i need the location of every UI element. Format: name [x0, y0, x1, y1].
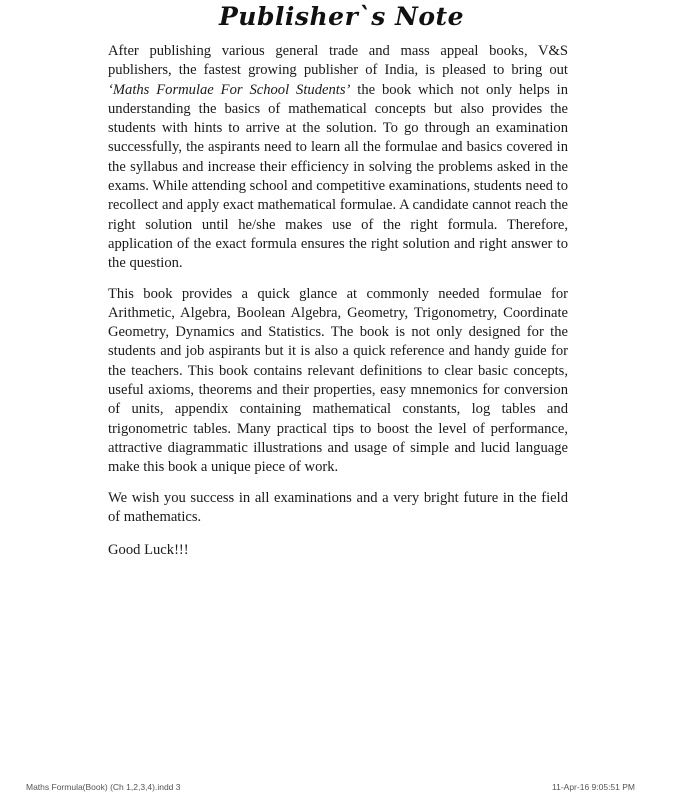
- closing-line: Good Luck!!!: [108, 542, 189, 559]
- footer-file-info: Maths Formula(Book) (Ch 1,2,3,4).indd 3: [26, 782, 181, 792]
- page-title: Publisher`s Note: [218, 2, 465, 31]
- paragraph-intro-text-end: the book which not only helps in understanding the basics of mathematical concepts but also provides the students with hints to arrive at the solution. To go through an examination successfully, the aspirants need to learn all the formulae and basics covered in the syllabus and increase their efficiency in solving the problems asked in the exams. While attending school and competitive examinations, students need to recollect and apply exact mathematical formulae. A candidate cannot reach the right solution until he/she makes use of the right formula. Therefore, application of the exact formula ensures the right solution and right answer to the question.: [108, 81, 568, 272]
- footer-timestamp: 11-Apr-16 9:05:51 PM: [552, 782, 635, 792]
- paragraph-contents: This book provides a quick glance at commonly needed formulae for Arithmetic, Algebra, Boolean Algebra, Geometry, Trigonometry, Coordinate Geometry, Dynamics and Statistics. The book is not only designed for the students and job aspirants but it is also a quick reference and handy guide for the teachers. This book contains relevant definitions to clear basic concepts, useful axioms, theorems and their properties, easy mnemonics for conversion of units, appendix containing mathematical constants, log tables and trigonometric tables. Many practical tips to boost the level of performance, attractive diagrammatic illustrations and usage of simple and lucid language make this book a unique piece of work.: [108, 285, 568, 476]
- book-title-italic: ‘Maths Formulae For School Students’: [108, 81, 351, 98]
- paragraph-intro-text-start: After publishing various general trade and mass appeal books, V&S publishers, the fastest growing publisher of India, is pleased to bring out: [108, 43, 568, 79]
- paragraph-wishes: We wish you success in all examinations and a very bright future in the field of mathematics.: [108, 489, 568, 525]
- paragraph-intro: [108, 42, 568, 274]
- document-body: [108, 42, 568, 571]
